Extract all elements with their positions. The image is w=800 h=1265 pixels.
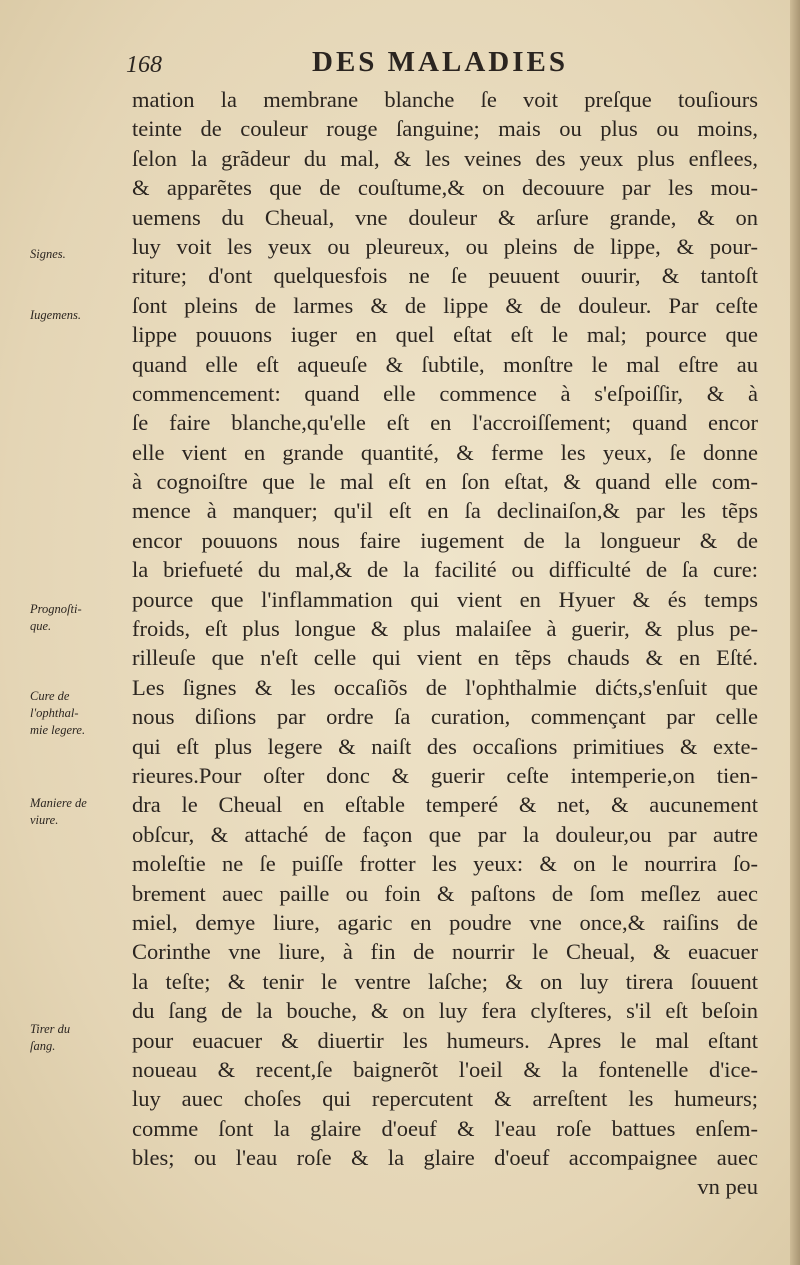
text-line: qui eſt plus legere & naiſt des occaſions primitiues & exte- — [132, 733, 758, 759]
margin-note-prognostique: Prognoſti- que. — [30, 602, 82, 633]
body-text — [110, 85, 770, 1202]
text-line: pource que l'inflammation qui vient en Hyuer & és temps — [132, 586, 758, 612]
text-line: nous diſions par ordre ſa curation, commençant par celle — [132, 704, 758, 730]
text-line: rieures.Pour oſter donc & guerir ceſte intemperie,on tien- — [132, 762, 758, 788]
text-line: riture; d'ont quelquesfois ne ſe peuuent ouurir, & tantoſt — [132, 263, 758, 289]
text-line: quand elle eſt aqueuſe & ſubtile, monſtre le mal eſtre au — [132, 351, 758, 377]
page-number: 168 — [126, 52, 162, 78]
text-line: encor pouuons nous faire iugement de la longueur & de — [132, 527, 758, 553]
margin-note-iugemens: Iugemens. — [30, 308, 82, 322]
text-line: ſe faire blanche,qu'elle eſt en l'accroiſſement; quand encor — [132, 410, 758, 436]
text-line: commencement: quand elle commence à s'eſpoiſſir, & à — [132, 380, 758, 406]
text-line: froids, eſt plus longue & plus malaiſee à guerir, & plus pe- — [132, 616, 758, 642]
text-line: elle vient en grande quantité, & ferme les yeux, ſe donne — [132, 439, 758, 465]
text-line: obſcur, & attaché de façon que par la douleur,ou par autre — [132, 821, 758, 847]
text-line: & apparẽtes que de couſtume,& on decouure par les mou- — [132, 175, 758, 201]
text-line: moleſtie ne ſe puiſſe frotter les yeux: & on le nourrira ſo- — [132, 851, 758, 877]
page-header — [122, 44, 742, 84]
text-line: ſelon la grãdeur du mal, & les veines des yeux plus enflees, — [132, 145, 758, 171]
text-line: la briefueté du mal,& de la facilité ou difficulté de ſa cure: — [132, 557, 758, 583]
text-line: dra le Cheual en eſtable temperé & net, & aucunement — [132, 792, 758, 818]
text-line: luy auec choſes qui repercutent & arreſtent les humeurs; — [132, 1086, 758, 1112]
text-line: Les ſignes & les occaſiõs de l'ophthalmie dićts,s'enſuit que — [132, 674, 758, 700]
margin-note-cure-ophthalmie: Cure de l'ophthal- mie legere. — [30, 689, 86, 737]
text-line: noueau & recent,ſe baignerõt l'oeil & la fontenelle d'ice- — [132, 1056, 758, 1082]
text-line: bles; ou l'eau roſe & la glaire d'oeuf accompaignee auec — [132, 1145, 758, 1171]
margin-note-maniere-de-viure: Maniere de viure. — [30, 796, 87, 827]
text-line: mence à manquer; qu'il eſt en ſa declinaiſon,& par les tẽps — [132, 498, 758, 524]
running-head: DES MALADIES — [312, 46, 568, 78]
text-line: mation la membrane blanche ſe voit preſque touſiours — [132, 87, 758, 112]
margin-note-signes: Signes. — [30, 247, 66, 261]
text-line: du ſang de la bouche, & on luy fera clyſteres, s'il eſt beſoin — [132, 998, 758, 1024]
text-line: uemens du Cheual, vne douleur & arſure grande, & on — [132, 204, 758, 230]
page-edge — [790, 0, 800, 1265]
text-line: pour euacuer & diuertir les humeurs. Apres le mal eſtant — [132, 1027, 758, 1053]
margin-note-tirer-du-sang: Tirer du ſang. — [30, 1022, 71, 1053]
text-line: ſont pleins de larmes & de lippe & de douleur. Par ceſte — [132, 292, 758, 318]
text-line: teinte de couleur rouge ſanguine; mais ou plus ou moins, — [132, 116, 758, 142]
text-line: Corinthe vne liure, à fin de nourrir le Cheual, & euacuer — [132, 939, 758, 965]
text-line: la teſte; & tenir le ventre laſche; & on luy tirera ſouuent — [132, 968, 758, 994]
text-line: à cognoiſtre que le mal eſt en ſon eſtat, & quand elle com- — [132, 469, 758, 495]
text-line: rilleuſe que n'eſt celle qui vient en tẽps chauds & en Eſté. — [132, 645, 758, 671]
text-line: brement auec paille ou foin & paſtons de ſom meſlez auec — [132, 880, 758, 906]
text-line: lippe pouuons iuger en quel eſtat eſt le mal; pource que — [132, 322, 758, 348]
text-line: miel, demye liure, agaric en poudre vne once,& raiſins de — [132, 909, 758, 935]
catchword: vn peu — [697, 1174, 758, 1200]
text-line: luy voit les yeux ou pleureux, ou pleins de lippe, & pour- — [132, 233, 758, 259]
text-line: comme ſont la glaire d'oeuf & l'eau roſe battues enſem- — [132, 1115, 758, 1141]
